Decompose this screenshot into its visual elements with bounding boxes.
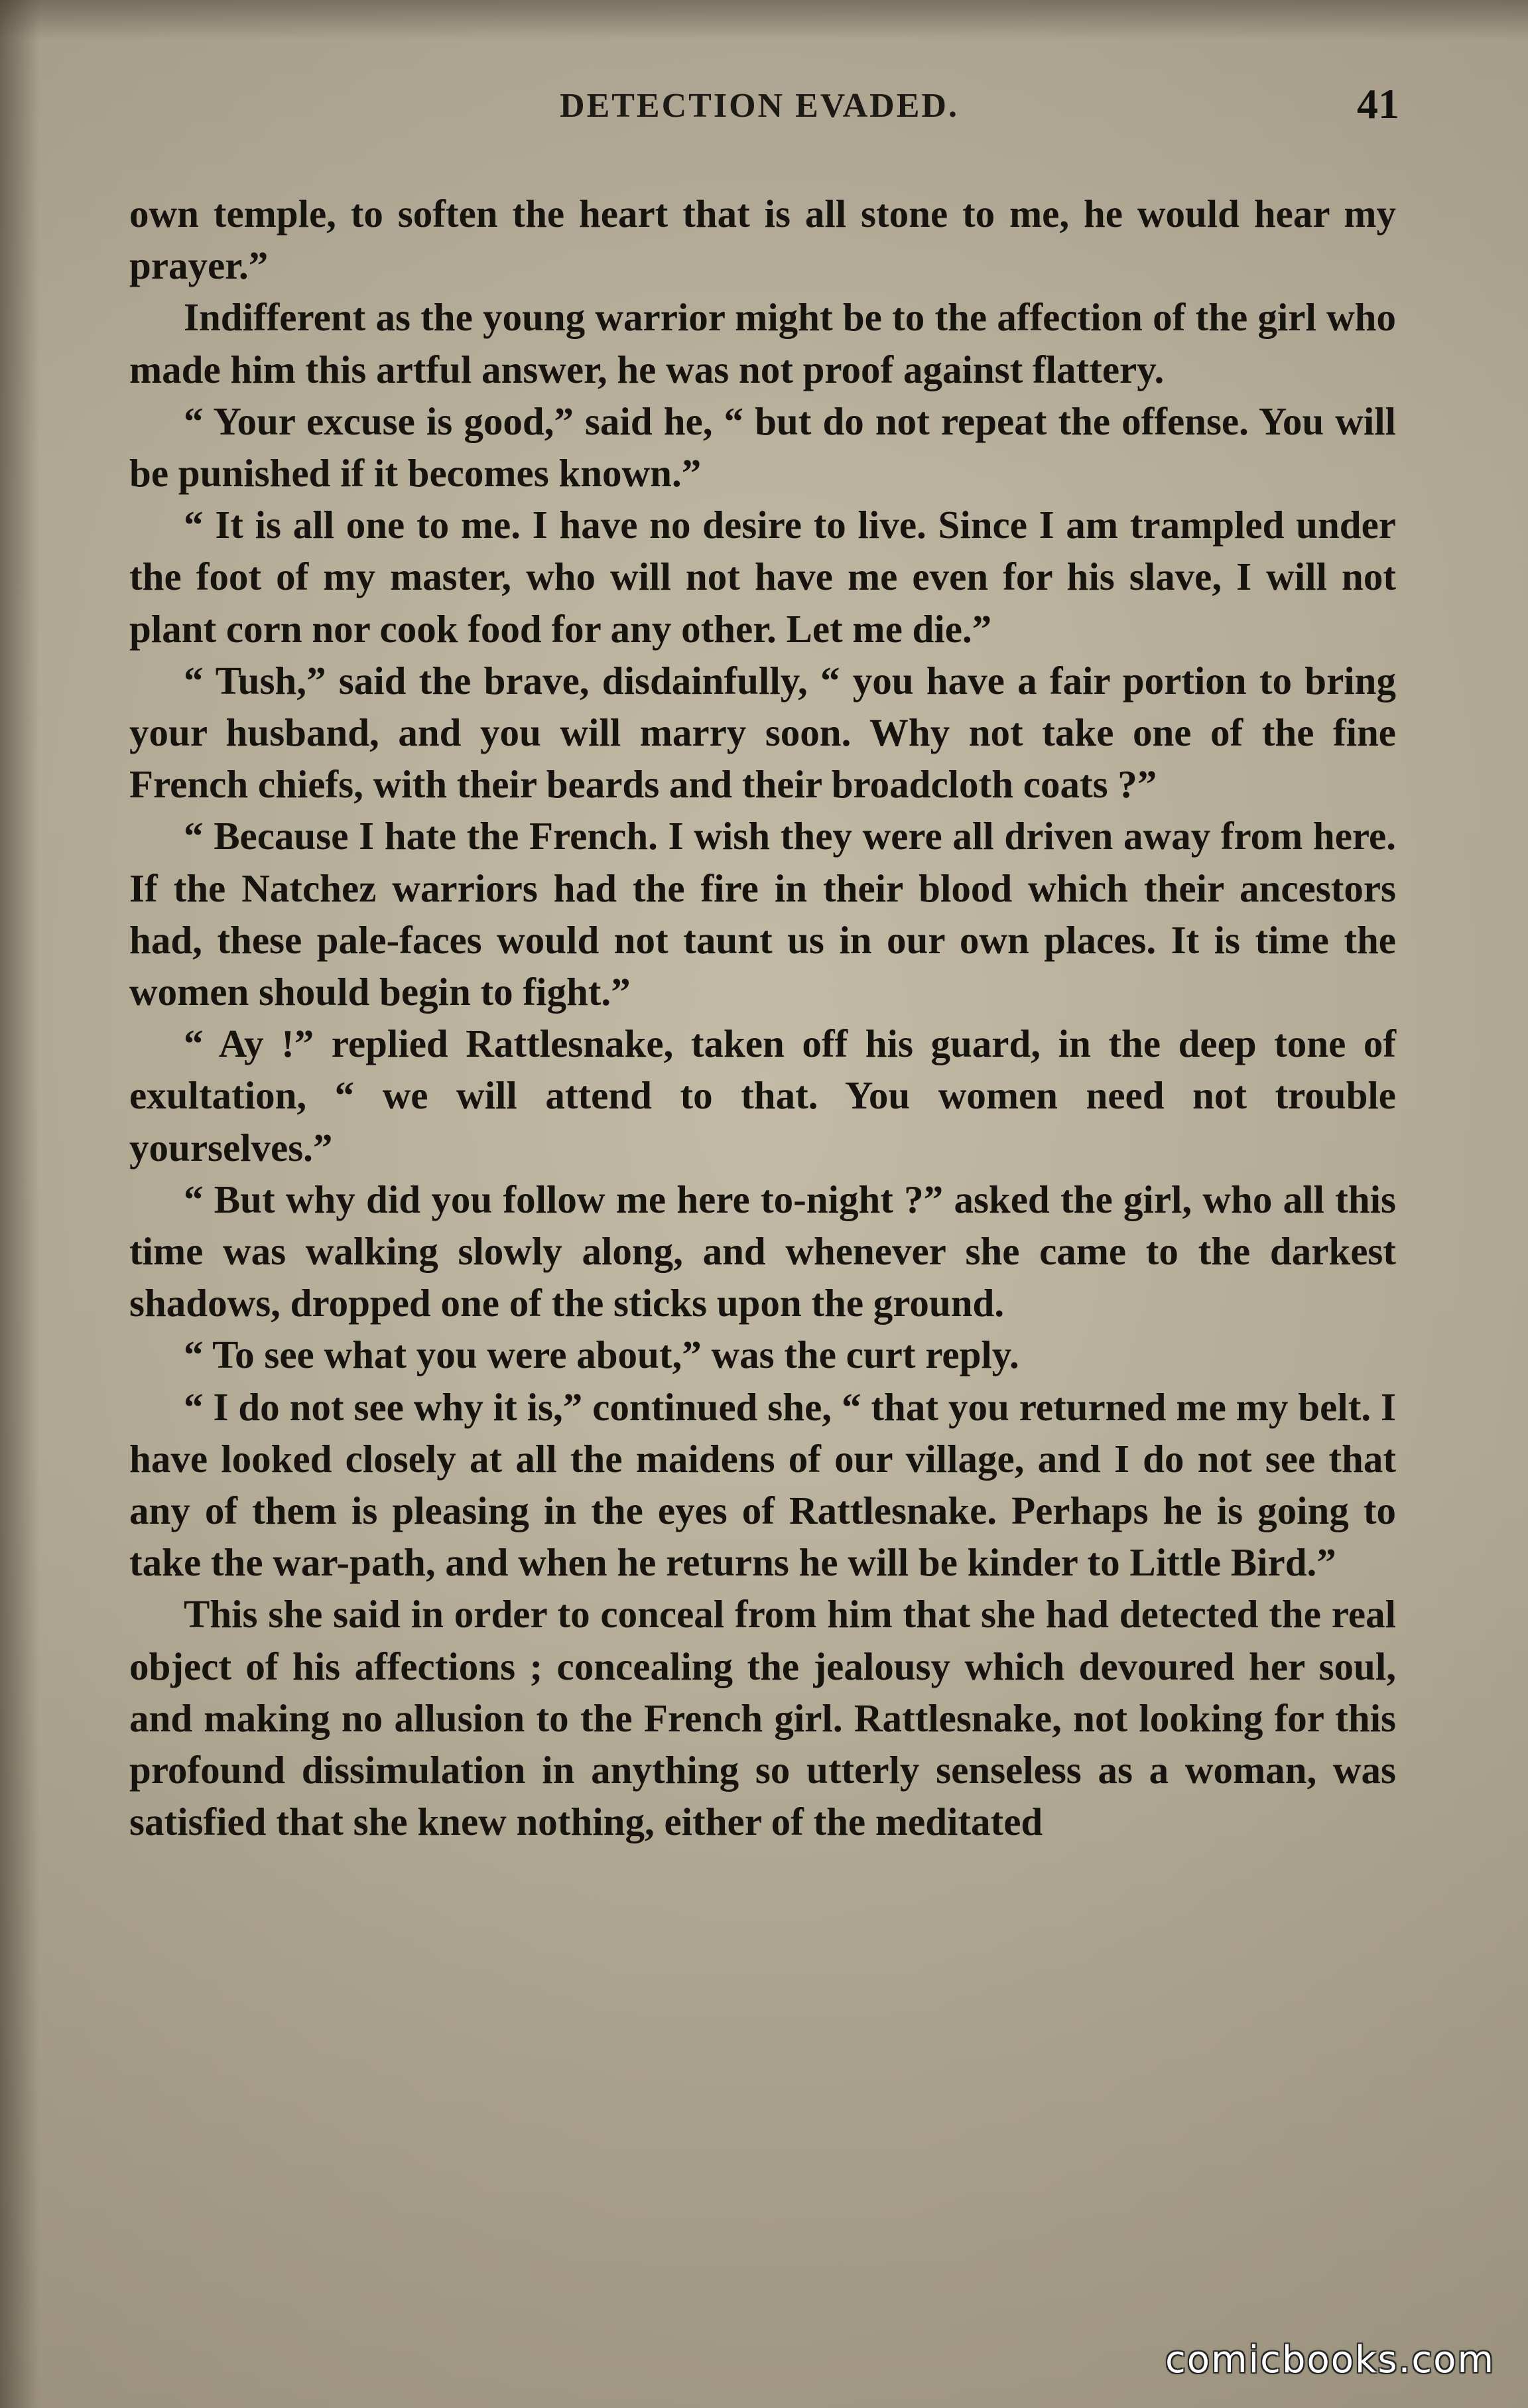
page-number: 41 — [1357, 80, 1399, 127]
paragraph: “ Ay !” replied Rattlesnake, taken off his guard, in the deep tone of exultation, “ we will attend to that. You women need not trouble yourselves.” — [129, 1022, 1396, 1170]
paragraph: “ It is all one to me. I have no desire to live. Since I am trampled under the foot of my master, who will not have me even for his slave, I will not plant corn nor cook food for any other. Let me die.” — [129, 503, 1396, 651]
paragraph: “ To see what you were about,” was the curt reply. — [184, 1333, 1019, 1377]
paragraph: “ I do not see why it is,” continued she, “ that you returned me my belt. I have looked closely at all the maidens of our village, and I do not see that any of them is pleasing in the eyes of Rattlesnake. Perhaps he is going to take the war-path, and when he returns he will be kinder to Little Bird.” — [129, 1384, 1396, 1585]
running-head: DETECTION EVADED. — [560, 87, 959, 125]
watermark: comicbooks.com — [1165, 2338, 1495, 2381]
page-shadow-left — [0, 0, 40, 2408]
page-header — [119, 80, 1399, 139]
paragraph: “ Your excuse is good,” said he, “ but do not repeat the offense. You will be punished if it becomes known.” — [129, 399, 1396, 496]
paragraph: “ Tush,” said the brave, disdainfully, “ you have a fair portion to bring your husband, and you will marry soon. Why not take one of the fine French chiefs, with their beards and their broadcloth coats ?” — [129, 658, 1396, 807]
paragraph: “ But why did you follow me here to-night ?” asked the girl, who all this time was walking slowly along, and whenever she came to the darkest shadows, dropped one of the sticks upon the ground. — [129, 1177, 1396, 1325]
paragraph: Indifferent as the young warrior might be to the affection of the girl who made him this artful answer, he was not proof against flattery. — [129, 295, 1396, 391]
page-shadow-top — [0, 0, 1528, 40]
paragraph: “ Because I hate the French. I wish they were all driven away from here. If the Natchez warriors had the fire in their blood which their ancestors had, these pale-faces would not taunt us in our own places. It is time the women should begin to fight.” — [129, 814, 1396, 1014]
body-text — [129, 188, 1396, 1848]
paragraph: This she said in order to conceal from him that she had detected the real object of his affections ; concealing the jealousy which devoured her soul, and making no allusion to the French girl. Rattlesnake, not looking for this profound dissimulation in anything so utterly senseless as a woman, was satisfied that she knew nothing, either of the meditated — [129, 1592, 1396, 1844]
paragraph: own temple, to soften the heart that is all stone to me, he would hear my prayer.” — [129, 192, 1396, 288]
